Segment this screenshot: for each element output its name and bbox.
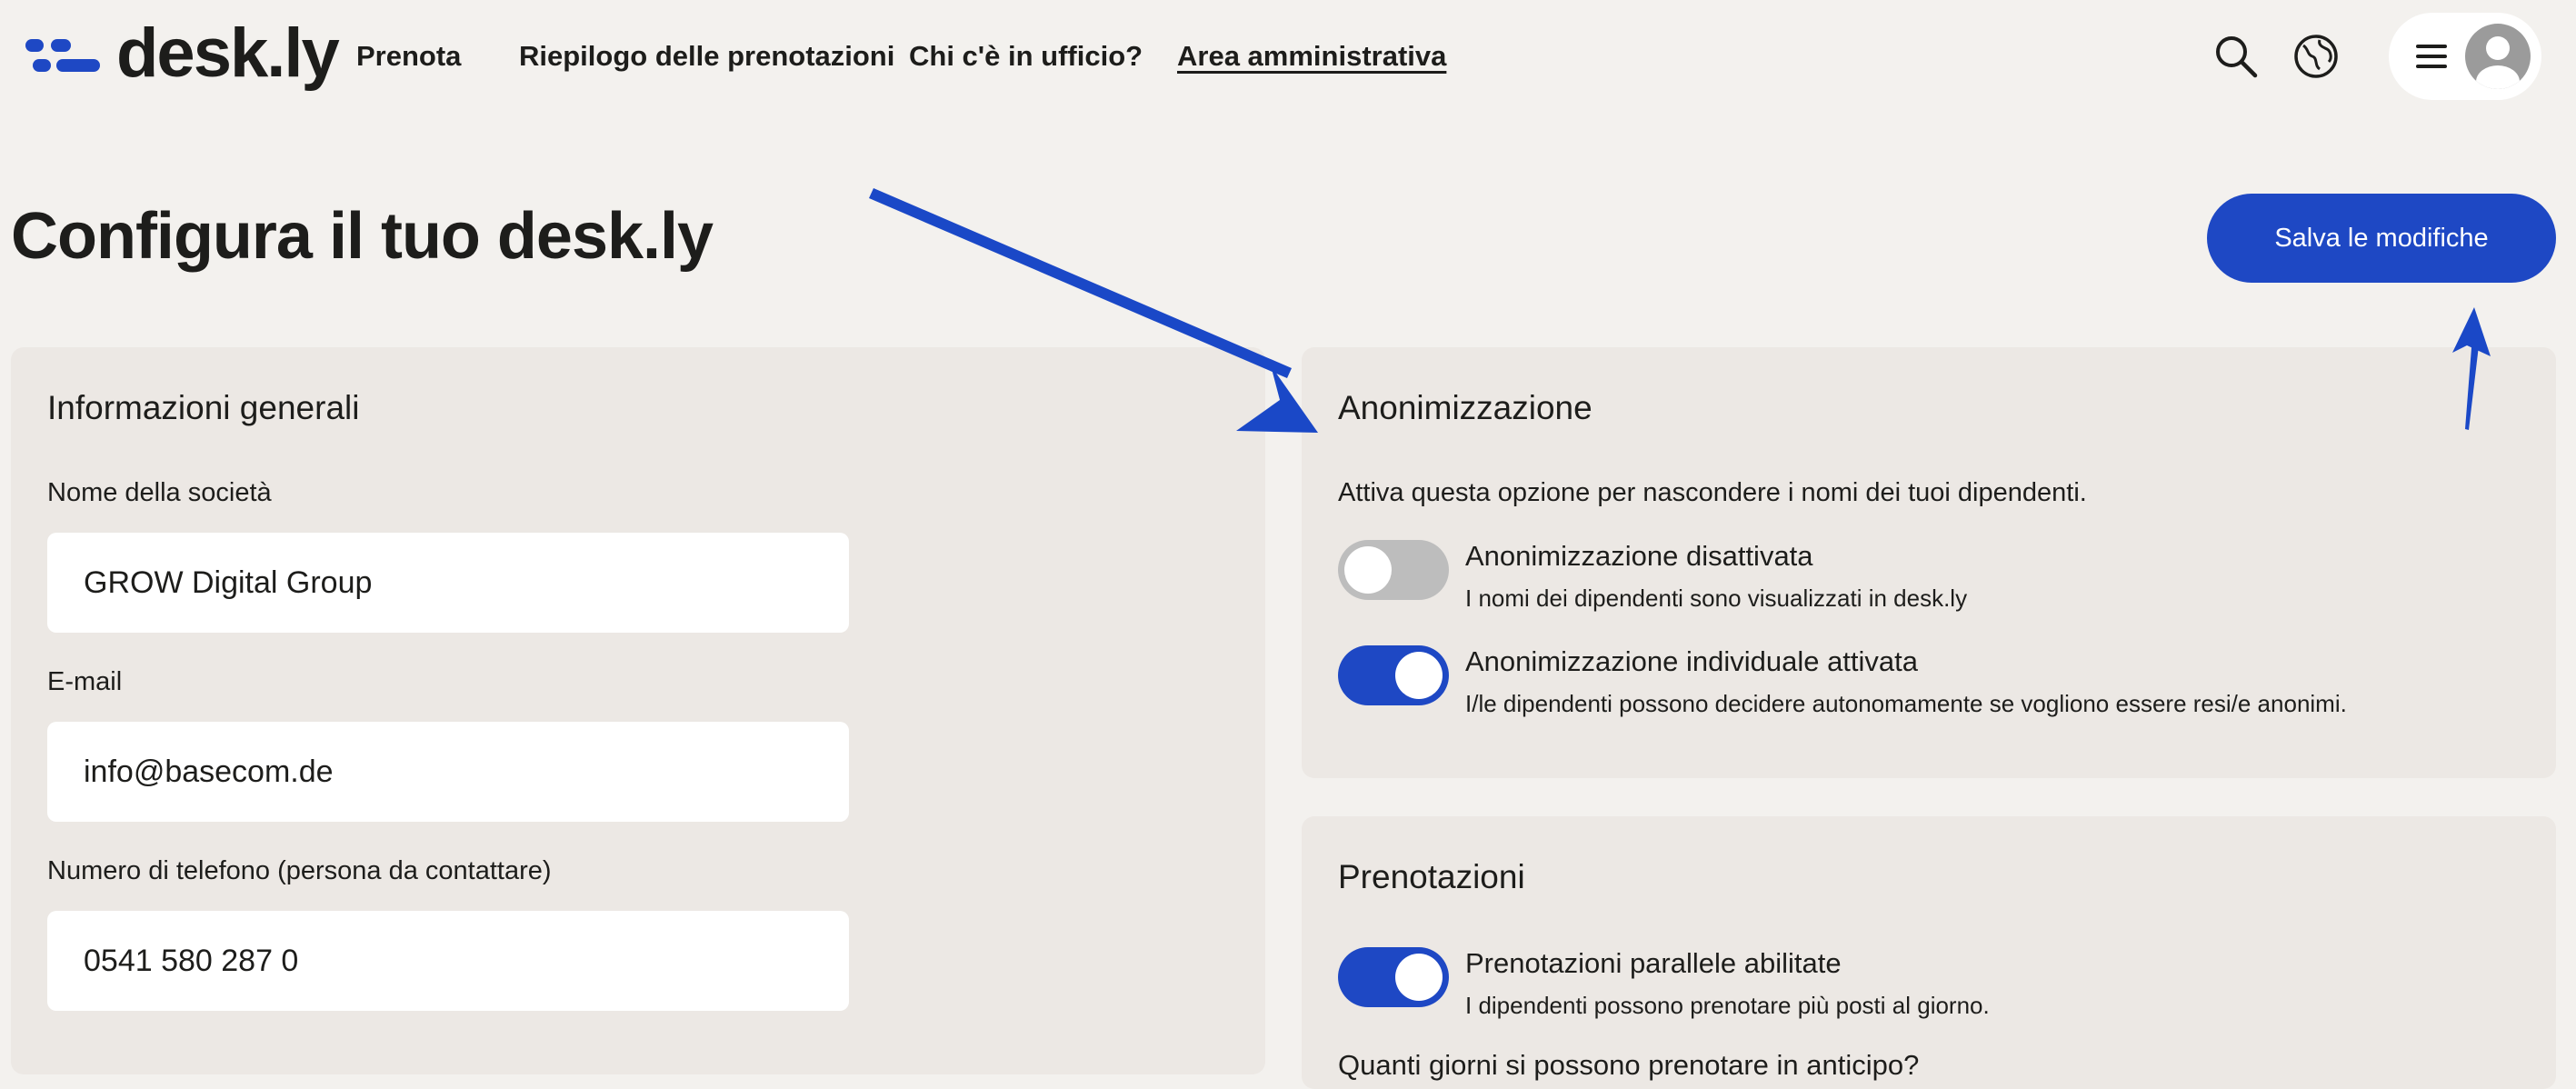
nav-item-riepilogo[interactable]: Riepilogo delle prenotazioni	[519, 40, 895, 72]
search-icon[interactable]	[2212, 33, 2260, 80]
user-menu-button[interactable]	[2389, 13, 2541, 100]
phone-input[interactable]: 0541 580 287 0	[47, 911, 849, 1011]
anonymization-individual-toggle[interactable]	[1338, 645, 1449, 705]
anonymization-individual-title: Anonimizzazione individuale attivata	[1465, 645, 1919, 677]
advance-days-question: Quanti giorni si possono prenotare in anticipo?	[1338, 1049, 1920, 1081]
anonymization-intro: Attiva questa opzione per nascondere i nomi dei tuoi dipendenti.	[1338, 478, 2087, 507]
anonymization-title: Anonimizzazione	[1338, 389, 1593, 426]
bookings-title: Prenotazioni	[1338, 858, 1525, 895]
menu-icon	[2416, 44, 2447, 69]
parallel-bookings-title: Prenotazioni parallele abilitate	[1465, 947, 1842, 979]
anonymization-individual-desc: I/le dipendenti possono decidere autonomamente se vogliono essere resi/e anonimi.	[1465, 690, 2347, 717]
anonymization-off-toggle[interactable]	[1338, 540, 1449, 600]
email-input[interactable]: info@basecom.de	[47, 722, 849, 822]
brand-logo[interactable]	[25, 13, 338, 95]
general-info-title: Informazioni generali	[47, 389, 360, 426]
save-button[interactable]: Salva le modifiche	[2207, 194, 2556, 283]
anonymization-off-desc: I nomi dei dipendenti sono visualizzati in desk.ly	[1465, 584, 1968, 612]
brand-name: desk.ly	[116, 15, 338, 92]
page-title: Configura il tuo desk.ly	[11, 200, 714, 273]
company-name-label: Nome della società	[47, 478, 272, 507]
logo-mark-icon	[25, 34, 104, 74]
email-label: E-mail	[47, 667, 123, 696]
avatar-icon	[2465, 24, 2531, 89]
parallel-bookings-toggle[interactable]	[1338, 947, 1449, 1007]
nav-item-prenota[interactable]: Prenota	[356, 40, 462, 72]
anonymization-off-title: Anonimizzazione disattivata	[1465, 540, 1813, 572]
globe-icon[interactable]	[2292, 33, 2340, 80]
nav-item-chi-ce[interactable]: Chi c'è in ufficio?	[909, 40, 1143, 72]
general-info-card	[11, 347, 1265, 1074]
nav-item-area-amministrativa[interactable]: Area amministrativa	[1177, 40, 1447, 72]
company-name-input[interactable]: GROW Digital Group	[47, 533, 849, 633]
phone-label: Numero di telefono (persona da contattare)	[47, 856, 552, 885]
anonymization-card	[1302, 347, 2556, 778]
parallel-bookings-desc: I dipendenti possono prenotare più posti al giorno.	[1465, 992, 1990, 1019]
bookings-card	[1302, 816, 2556, 1089]
